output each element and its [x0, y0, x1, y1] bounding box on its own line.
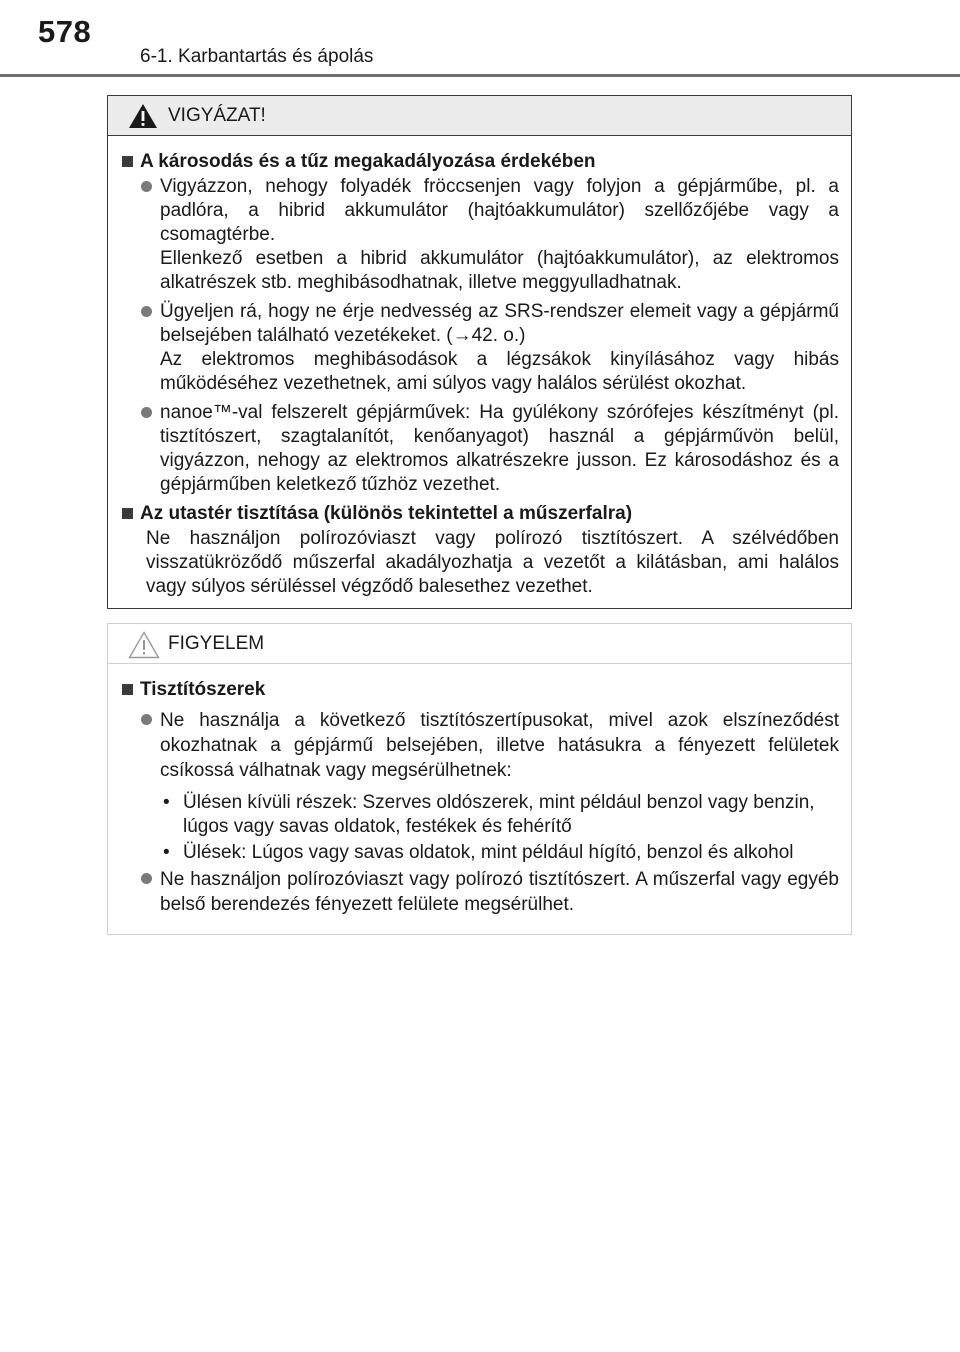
sub-item-text: Ülésen kívüli részek: Szerves oldószerek, mint például benzol vagy benzin, lúgos vagy savas oldatok, festékek és fehérítő [183, 792, 815, 837]
list-item [122, 175, 839, 295]
sub-list-item [122, 791, 839, 839]
sub-item-text: Ülések: Lúgos vagy savas oldatok, mint például hígító, benzol és alkohol [183, 842, 794, 863]
square-bullet-icon [122, 156, 133, 167]
caution-triangle-icon [128, 631, 160, 659]
warning-header [108, 96, 851, 136]
notice-header [108, 624, 851, 664]
item-text: nanoe™-val felszerelt gépjárművek: Ha gyúlékony szórófejes készítményt (pl. tisztítószert, szagtalanítót, kenőanyagot) használ a gépjárművön belül, vigyázzon, nehogy az elektromos alkatrészekre jusson. Ez károsodáshoz és a gépjárműben keletkező tűzhöz vezethet. [160, 402, 839, 495]
square-bullet-icon [122, 508, 133, 519]
warning-box [107, 95, 852, 609]
heading-text: Az utastér tisztítása (különös tekintettel a műszerfalra) [140, 503, 633, 524]
section-heading [122, 150, 839, 174]
round-bullet-icon [141, 306, 152, 317]
sub-list-item [122, 841, 839, 865]
item-text: Ellenkező esetben a hibrid akkumulátor (hajtóakkumulátor), az elektromos alkatrészek stb. meghibásodhatnak, illetve meggyulladhatnak. [160, 248, 839, 293]
item-text: Vigyázzon, nehogy folyadék fröccsenjen vagy folyjon a gépjárműbe, pl. a padlóra, a hibrid akkumulátor (hajtóakkumulátor) szellőzőjébe vagy a csomagtérbe. [160, 176, 839, 245]
notice-title: FIGYELEM [168, 633, 265, 654]
list-item [122, 401, 839, 497]
heading-text: Tisztítószerek [140, 679, 266, 700]
list-item [122, 708, 839, 783]
list-item [122, 867, 839, 917]
section-heading [122, 678, 839, 702]
round-bullet-icon [141, 714, 152, 725]
round-bullet-icon [141, 407, 152, 418]
header-divider [0, 74, 960, 77]
sub-bullet-icon: • [163, 842, 170, 863]
round-bullet-icon [141, 873, 152, 884]
item-text: Az elektromos meghibásodások a légzsákok kinyílásához vagy hibás működéséhez vezethetnek, ami súlyos vagy halálos sérülést okozhat. [160, 349, 839, 394]
list-item [122, 300, 839, 396]
notice-box [107, 623, 852, 935]
warning-triangle-icon [128, 103, 158, 129]
section-heading [122, 502, 839, 526]
round-bullet-icon [141, 181, 152, 192]
item-text: Ne használja a következő tisztítószertípusokat, mivel azok elszíneződést okozhatnak a gépjármű belsejében, illetve hatásukra a fényezett felületek csíkossá válhatnak vagy megsérülhetnek: [160, 710, 839, 781]
warning-title: VIGYÁZAT! [168, 105, 266, 126]
item-text: Ne használjon polírozóviaszt vagy polírozó tisztítószert. A műszerfal vagy egyéb belső berendezés fényezett felülete megsérülhet. [160, 869, 839, 915]
section-title: 6-1. Karbantartás és ápolás [140, 46, 374, 67]
page-number: 578 [38, 14, 92, 49]
paragraph: Ne használjon polírozóviaszt vagy polírozó tisztítószert. A szélvédőben visszatükröződő műszerfal akadályozhatja a vezetőt a kilátásban, ami halálos vagy súlyos sérüléssel végződő balesethez vezethet. [146, 528, 839, 597]
heading-text: A károsodás és a tűz megakadályozása érdekében [140, 151, 596, 172]
square-bullet-icon [122, 684, 133, 695]
item-text: Ügyeljen rá, hogy ne érje nedvesség az SRS-rendszer elemeit vagy a gépjármű belsejében található vezetékeket. (→42. o.) [160, 301, 839, 346]
sub-bullet-icon: • [163, 792, 170, 813]
